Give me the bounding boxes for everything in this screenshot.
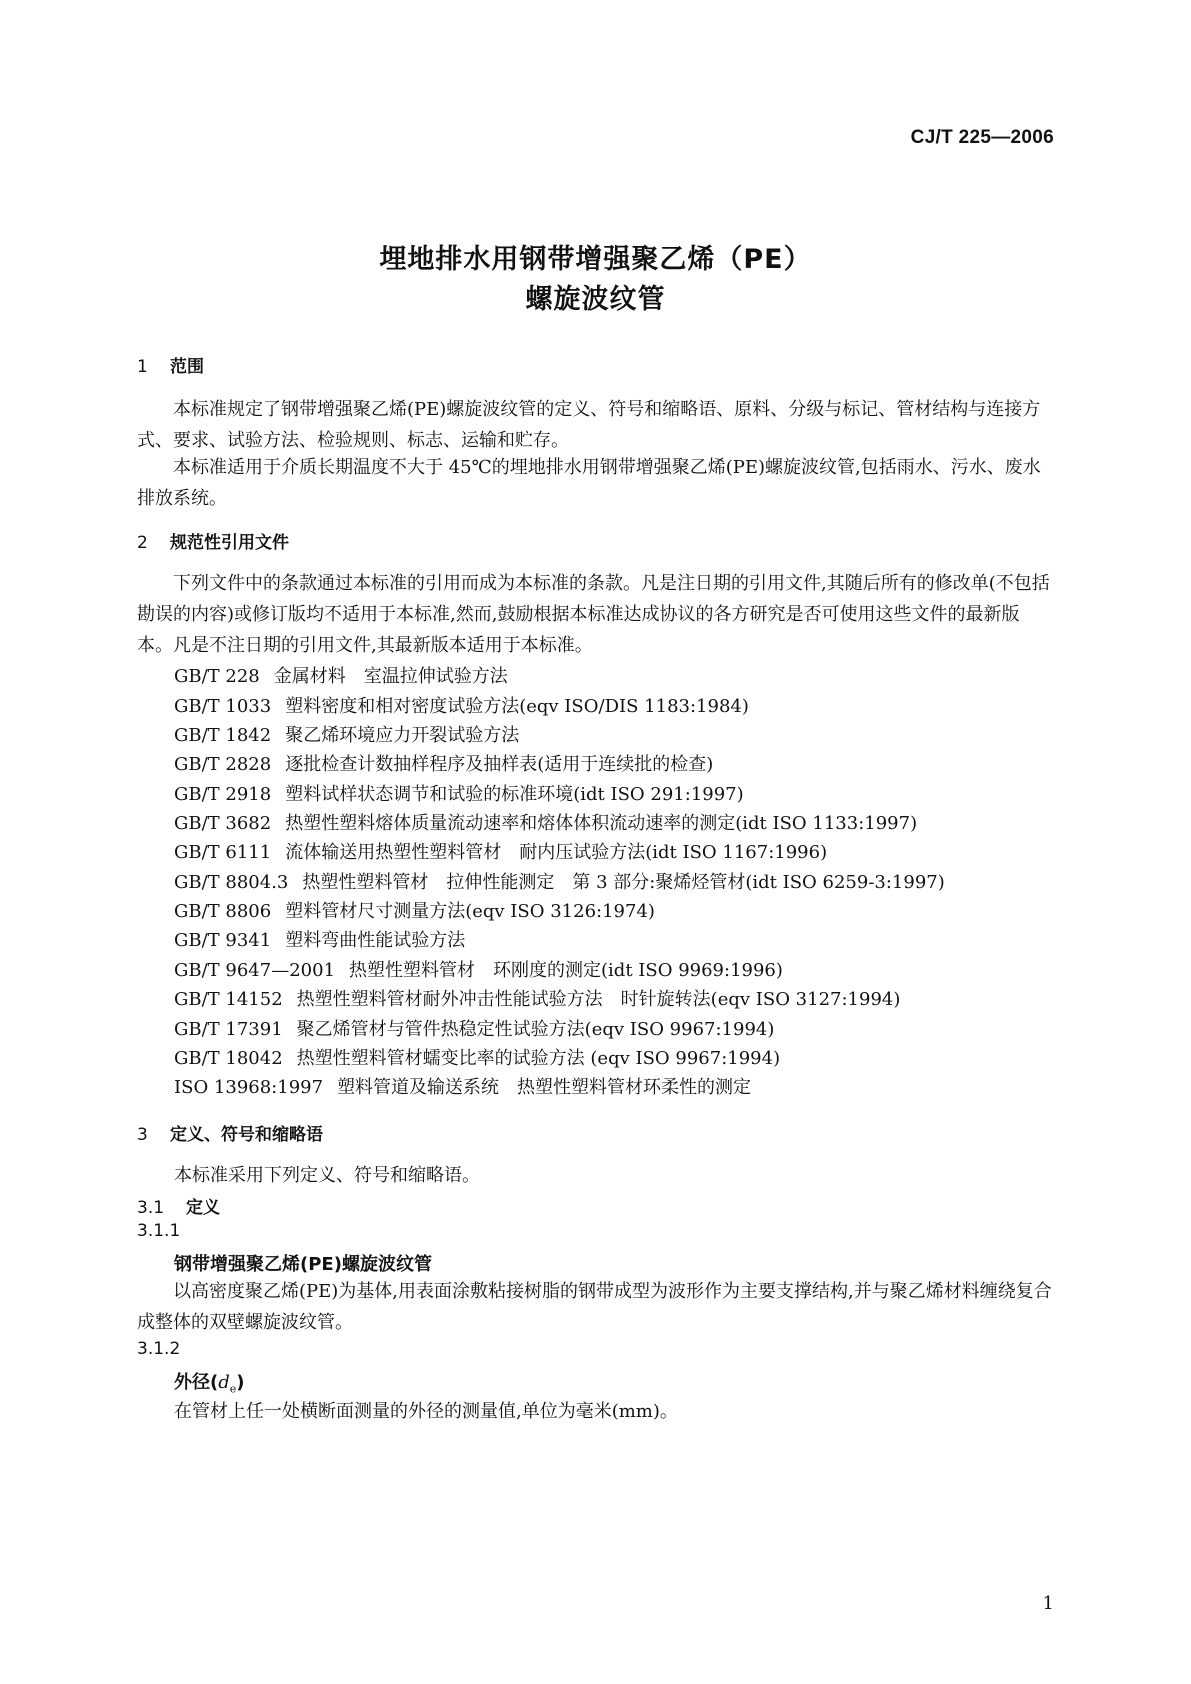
reference-item: GB/T 1842 聚乙烯环境应力开裂试验方法 [174, 725, 520, 746]
document-title-line2: 螺旋波纹管 [525, 284, 666, 315]
reference-item: ISO 13968:1997 塑料管道及输送系统 热塑性塑料管材环柔性的测定 [174, 1077, 752, 1098]
subsection-3-1-1-number: 3.1.1 [137, 1221, 181, 1241]
term-2-heading: 外径$(d_e)$ [174, 1372, 245, 1396]
reference-item: GB/T 14152 热塑性塑料管材耐外冲击性能试验方法 时针旋转法(eqv ISO 3127:1994) [174, 989, 901, 1010]
reference-item: GB/T 9647—2001 热塑性塑料管材 环刚度的测定(idt ISO 9969:1996) [174, 960, 783, 981]
section-2-heading [137, 528, 289, 553]
reference-item: GB/T 3682 热塑性塑料熔体质量流动速率和熔体体积流动速率的测定(idt ISO 1133:1997) [174, 813, 918, 834]
subsection-3-1-number: 3.1 [137, 1198, 165, 1218]
reference-item: GB/T 18042 热塑性塑料管材蠕变比率的试验方法 (eqv ISO 9967:1994) [174, 1048, 781, 1069]
reference-item: GB/T 1033 塑料密度和相对密度试验方法(eqv ISO/DIS 1183:1984) [174, 696, 749, 717]
reference-item: GB/T 2828 逐批检查计数抽样程序及抽样表(适用于连续批的检查) [174, 754, 714, 775]
reference-item: GB/T 2918 塑料试样状态调节和试验的标准环境(idt ISO 291:1997) [174, 784, 744, 805]
section-2-number: 2 [137, 533, 148, 553]
section-3-intro: 本标准采用下列定义、符号和缩略语。 [174, 1165, 480, 1186]
term-2-symbol: d [218, 1372, 230, 1393]
reference-item: GB/T 9341 塑料弯曲性能试验方法 [174, 930, 466, 951]
section-1-number: 1 [137, 357, 148, 377]
standard-code: CJ/T 225—2006 [910, 127, 1054, 148]
term-2-definition: 在管材上任一处横断面测量的外径的测量值,单位为毫米(mm)。 [174, 1401, 678, 1422]
reference-item: GB/T 8804.3 热塑性塑料管材 拉伸性能测定 第 3 部分:聚烯烃管材(idt ISO 6259-3:1997) [174, 872, 945, 893]
subsection-3-1-2-number: 3.1.2 [137, 1339, 181, 1359]
section-2-paragraph: 下列文件中的条款通过本标准的引用而成为本标准的条款。凡是注日期的引用文件,其随后所有的修改单(不包括勘误的内容)或修订版均不适用于本标准,然而,鼓励根据本标准达成协议的各方研究是否可使用这些文件的最新版本。凡是不注日期的引用文件,其最新版本适用于本标准。 [137, 573, 1050, 656]
section-1-title: 范围 [170, 357, 204, 377]
section-2-title: 规范性引用文件 [170, 533, 289, 553]
section-1-heading [137, 352, 204, 377]
term-1-definition: 以高密度聚乙烯(PE)为基体,用表面涂敷粘接树脂的钢带成型为波形作为主要支撑结构,并与聚乙烯材料缠绕复合成整体的双壁螺旋波纹管。 [137, 1281, 1052, 1333]
reference-item: GB/T 8806 塑料管材尺寸测量方法(eqv ISO 3126:1974) [174, 901, 655, 922]
reference-item: GB/T 228 金属材料 室温拉伸试验方法 [174, 666, 508, 687]
term-1-heading: 钢带增强聚乙烯(PE)螺旋波纹管 [174, 1254, 432, 1275]
page-number: 1 [1042, 1593, 1054, 1614]
subsection-3-1-title: 定义 [186, 1198, 221, 1218]
reference-item: GB/T 17391 聚乙烯管材与管件热稳定性试验方法(eqv ISO 9967:1994) [174, 1019, 775, 1040]
section-1-paragraph-1: 本标准规定了钢带增强聚乙烯(PE)螺旋波纹管的定义、符号和缩略语、原料、分级与标记、管材结构与连接方式、要求、试验方法、检验规则、标志、运输和贮存。 [137, 399, 1041, 451]
section-3-number: 3 [137, 1125, 148, 1145]
document-title-line1: 埋地排水用钢带增强聚乙烯（PE） [379, 244, 812, 275]
section-1-paragraph-2: 本标准适用于介质长期温度不大于 45℃的埋地排水用钢带增强聚乙烯(PE)螺旋波纹管,包括雨水、污水、废水排放系统。 [137, 457, 1041, 509]
section-3-title: 定义、符号和缩略语 [170, 1125, 323, 1145]
subsection-3-1-heading [137, 1193, 220, 1218]
reference-item: GB/T 6111 流体输送用热塑性塑料管材 耐内压试验方法(idt ISO 1167:1996) [174, 842, 828, 863]
section-3-heading [137, 1120, 323, 1145]
